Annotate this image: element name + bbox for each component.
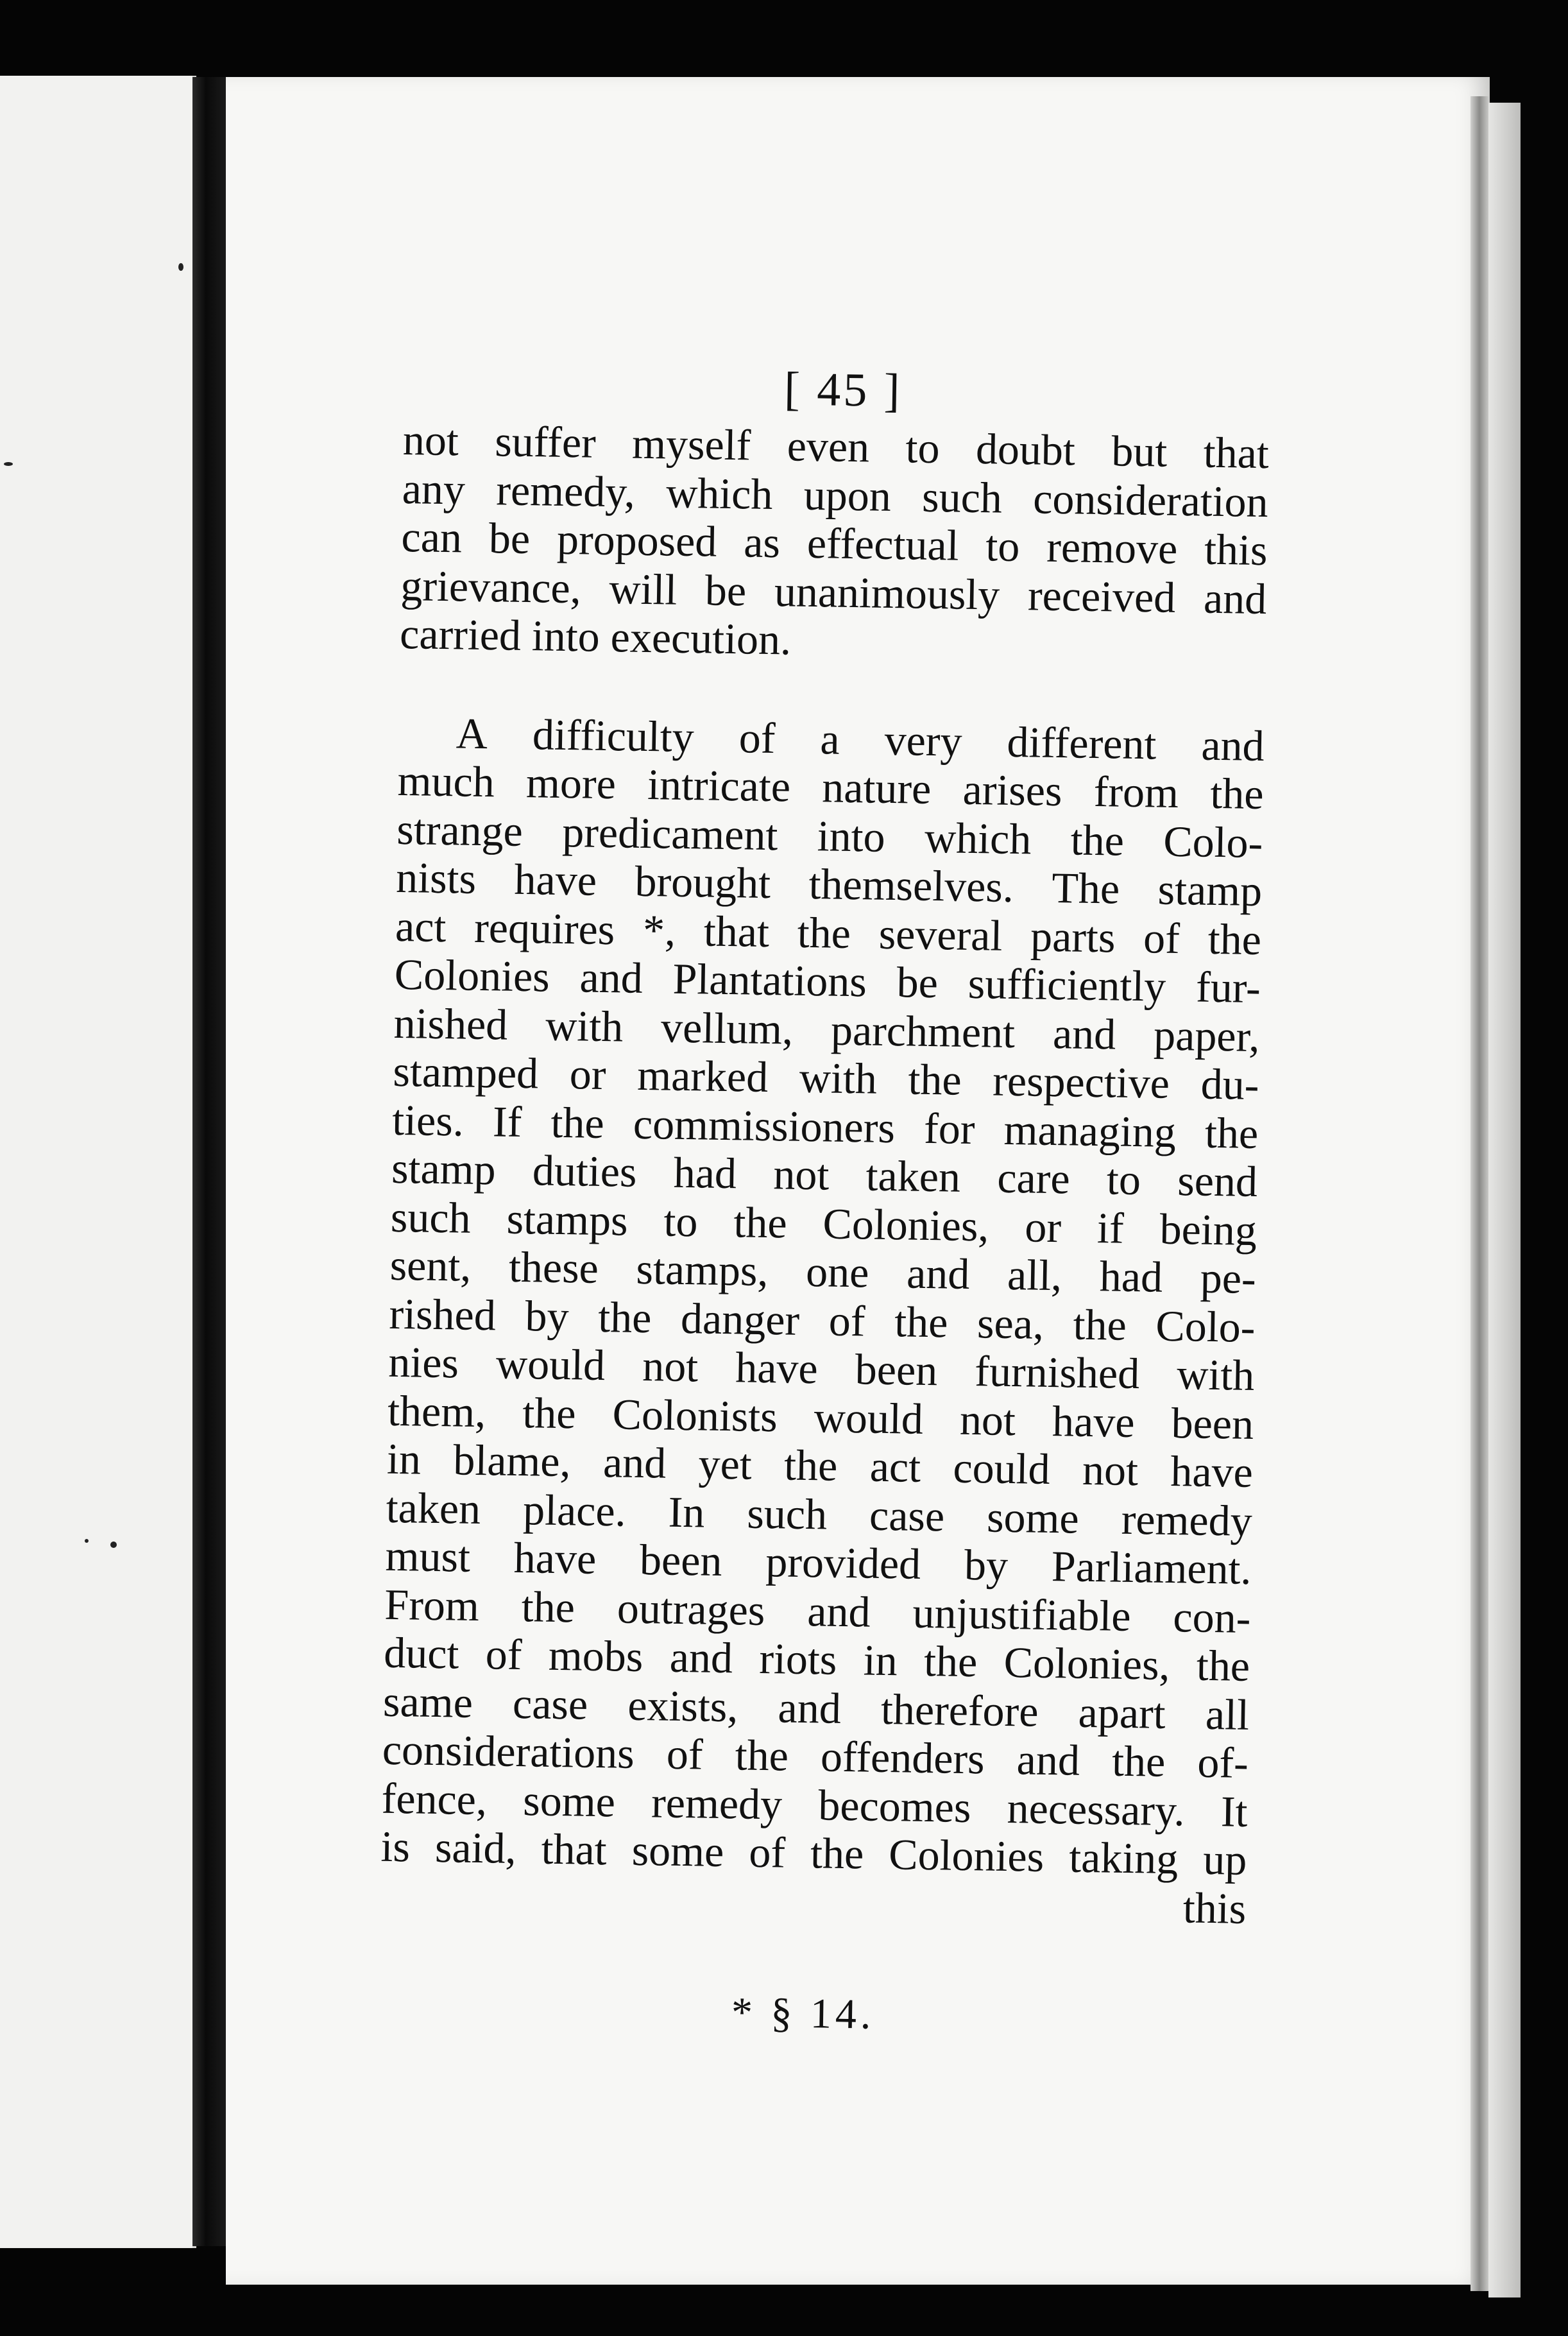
word: the xyxy=(521,1581,575,1631)
word: by xyxy=(964,1540,1009,1590)
word: could xyxy=(952,1443,1051,1494)
word: the xyxy=(597,1292,652,1342)
word: that xyxy=(541,1824,608,1875)
word: and xyxy=(602,1438,667,1488)
word: duct xyxy=(383,1627,460,1678)
word: be xyxy=(488,513,531,563)
word: predicament xyxy=(561,807,778,859)
word: been xyxy=(639,1535,723,1586)
word: blame, xyxy=(452,1435,572,1486)
word: Colonies xyxy=(888,1830,1044,1881)
ink-speck xyxy=(110,1542,117,1548)
word: the xyxy=(1196,1640,1250,1690)
word: which xyxy=(924,812,1032,863)
word: unjustifiable xyxy=(912,1588,1132,1640)
word: remove xyxy=(1046,522,1178,573)
word: and xyxy=(906,1248,970,1299)
word: therefore xyxy=(880,1684,1039,1736)
word: any xyxy=(402,463,466,514)
word: stamps, xyxy=(636,1244,769,1296)
word: would xyxy=(814,1392,924,1443)
word: if xyxy=(1096,1203,1125,1253)
word: even xyxy=(787,421,870,472)
word: this xyxy=(1204,524,1268,575)
word: It xyxy=(1220,1786,1248,1836)
word: stamps xyxy=(506,1194,629,1245)
word: and xyxy=(579,952,643,1002)
word: of xyxy=(828,1296,866,1345)
word: several xyxy=(878,909,1003,960)
gutter-shadow xyxy=(192,77,226,2246)
word: some xyxy=(986,1491,1080,1543)
word: all, xyxy=(1007,1250,1062,1300)
word: remedy, xyxy=(495,465,636,517)
word: would xyxy=(495,1339,606,1390)
word: to xyxy=(905,423,941,473)
word: and xyxy=(1200,720,1265,770)
word: of xyxy=(748,1827,786,1877)
word: not xyxy=(402,415,459,465)
word: these xyxy=(508,1242,599,1293)
word: and xyxy=(669,1632,733,1683)
word: one xyxy=(805,1247,870,1297)
paragraph-1 xyxy=(400,416,1270,672)
word: much xyxy=(397,755,495,807)
word: all xyxy=(1205,1689,1250,1739)
word: said, xyxy=(434,1823,517,1873)
word: stamp xyxy=(391,1143,497,1194)
word: provided xyxy=(765,1537,921,1588)
word: different xyxy=(1006,717,1157,768)
word: the xyxy=(550,1097,605,1147)
word: grievance, xyxy=(400,560,582,612)
word: Colonies, xyxy=(1003,1637,1171,1689)
word: of xyxy=(666,1729,704,1779)
word: suffer xyxy=(494,417,597,467)
word: remedy xyxy=(1121,1494,1253,1545)
word: rished xyxy=(389,1289,497,1339)
word: be xyxy=(896,958,939,1008)
word: fur- xyxy=(1195,962,1261,1013)
facing-page-left xyxy=(0,76,196,2248)
word: for xyxy=(923,1103,976,1153)
word: A xyxy=(456,708,488,758)
word: must xyxy=(385,1531,471,1581)
page-edge xyxy=(1470,96,1488,2291)
word: have xyxy=(1170,1446,1254,1497)
word: is xyxy=(380,1821,411,1871)
word: some xyxy=(631,1825,724,1877)
word: to xyxy=(663,1196,699,1246)
word: remedy xyxy=(651,1777,783,1829)
word: stamp xyxy=(1157,864,1263,916)
word: from xyxy=(1093,766,1179,818)
word: nature xyxy=(821,762,932,813)
word: them, xyxy=(387,1386,486,1436)
word: strange xyxy=(396,804,524,855)
word: taken xyxy=(865,1151,961,1201)
word: intricate xyxy=(647,760,791,811)
word: sent, xyxy=(389,1240,472,1291)
word: pe- xyxy=(1200,1253,1257,1303)
word: apart xyxy=(1078,1687,1166,1738)
paragraph-2 xyxy=(380,708,1265,1932)
word: and xyxy=(806,1586,871,1636)
word: such xyxy=(746,1488,828,1539)
page-number: [ 45 ] xyxy=(783,363,903,418)
word: the xyxy=(894,1296,948,1346)
word: proposed xyxy=(556,514,717,566)
word: necessary. xyxy=(1007,1783,1186,1835)
text-line: carried into execution. xyxy=(399,608,792,664)
word: the xyxy=(1204,1108,1259,1158)
word: that xyxy=(1203,427,1270,478)
word: received xyxy=(1027,570,1176,622)
footnote: * § 14. xyxy=(731,1989,876,2038)
word: not xyxy=(772,1149,830,1199)
word: the xyxy=(1070,814,1125,865)
word: same xyxy=(382,1676,473,1727)
word: but xyxy=(1111,426,1168,476)
word: furnished xyxy=(974,1346,1140,1398)
word: parchment xyxy=(830,1005,1016,1057)
word: nies xyxy=(388,1337,459,1387)
word: the xyxy=(923,1636,978,1687)
word: Colonies xyxy=(394,949,550,1001)
word: respective xyxy=(992,1056,1170,1108)
word: with xyxy=(799,1052,878,1103)
word: If xyxy=(492,1096,522,1146)
word: danger xyxy=(680,1293,800,1344)
word: of xyxy=(738,712,776,762)
word: outrages xyxy=(617,1583,765,1635)
word: the xyxy=(733,1197,788,1248)
word: or xyxy=(569,1049,607,1099)
word: mobs xyxy=(548,1630,643,1681)
word: duties xyxy=(532,1146,638,1196)
word: paper, xyxy=(1153,1009,1261,1061)
word: the xyxy=(735,1730,789,1780)
word: up xyxy=(1202,1834,1247,1884)
word: send xyxy=(1177,1156,1258,1207)
word: will xyxy=(608,563,677,614)
word: managing xyxy=(1003,1104,1177,1156)
word: have xyxy=(735,1343,819,1393)
word: requires xyxy=(473,902,615,954)
word: act xyxy=(395,901,447,951)
word: by xyxy=(524,1291,570,1341)
word: that xyxy=(703,906,770,956)
word: fence, xyxy=(381,1773,488,1824)
word: case xyxy=(869,1490,945,1540)
word: myself xyxy=(631,418,751,470)
word: been xyxy=(1171,1398,1254,1448)
word: yet xyxy=(698,1439,753,1489)
word: sea, xyxy=(976,1298,1044,1348)
word: upon xyxy=(803,470,892,520)
word: can xyxy=(401,511,463,562)
word: commissioners xyxy=(633,1099,896,1152)
word: taken xyxy=(386,1482,481,1533)
word: of xyxy=(1143,913,1180,963)
word: more xyxy=(525,758,617,809)
word: doubt xyxy=(975,424,1076,475)
word: vellum, xyxy=(660,1002,794,1054)
word: Colonies, xyxy=(822,1198,990,1250)
word: taking xyxy=(1068,1832,1179,1884)
word: exists, xyxy=(627,1680,738,1731)
word: nished xyxy=(393,998,508,1049)
word: marked xyxy=(636,1050,769,1102)
word: the xyxy=(1209,768,1265,819)
word: and xyxy=(1203,573,1267,623)
word: *, xyxy=(642,905,676,955)
word: arises xyxy=(962,764,1063,816)
word: with xyxy=(1176,1350,1255,1400)
word: which xyxy=(665,467,774,519)
ink-speck xyxy=(178,263,183,271)
word: themselves. xyxy=(808,859,1014,912)
word: into xyxy=(817,811,886,861)
word: of- xyxy=(1197,1737,1249,1787)
word: have xyxy=(1052,1396,1136,1447)
word: the xyxy=(797,907,851,958)
word: effectual xyxy=(806,518,960,570)
word: the xyxy=(522,1387,577,1438)
word: have xyxy=(513,1533,597,1583)
word: or xyxy=(1024,1201,1062,1251)
word: such xyxy=(390,1192,472,1242)
word: to xyxy=(1106,1155,1141,1205)
word: and xyxy=(778,1682,842,1733)
word: Colo- xyxy=(1155,1301,1256,1352)
word: in xyxy=(386,1434,422,1484)
word: Plantations xyxy=(672,954,867,1006)
word: In xyxy=(668,1487,705,1537)
word: place. xyxy=(522,1484,627,1536)
page-edge-outer xyxy=(1488,103,1521,2297)
word: Colo- xyxy=(1163,816,1263,867)
word: the xyxy=(1073,1300,1127,1350)
word: con- xyxy=(1172,1592,1251,1642)
word: Colonists xyxy=(612,1389,778,1441)
word: had xyxy=(673,1147,737,1198)
word: difficulty xyxy=(532,709,695,761)
word: with xyxy=(545,1001,624,1051)
word: be xyxy=(704,565,747,615)
word: case xyxy=(512,1678,588,1729)
word: been xyxy=(855,1344,938,1395)
word: stamped xyxy=(392,1046,539,1098)
word: in xyxy=(863,1635,898,1685)
word: care xyxy=(996,1153,1071,1203)
word: some xyxy=(522,1775,616,1826)
word: the xyxy=(1111,1736,1166,1786)
word: of xyxy=(485,1629,523,1679)
word: The xyxy=(1051,863,1120,913)
page-text xyxy=(380,359,1270,1933)
word: to xyxy=(985,521,1020,571)
word: sufficiently xyxy=(967,958,1166,1011)
word: very xyxy=(884,715,963,766)
ink-speck xyxy=(85,1539,89,1543)
word: act xyxy=(869,1441,921,1491)
word: unanimously xyxy=(774,566,1000,619)
word: Parliament. xyxy=(1051,1542,1252,1593)
word: brought xyxy=(634,856,771,908)
word: not xyxy=(642,1341,699,1391)
word: not xyxy=(959,1395,1016,1445)
word: not xyxy=(1082,1445,1139,1495)
catchword: this xyxy=(1182,1882,1247,1933)
word: offenders xyxy=(820,1731,985,1783)
word: had xyxy=(1099,1251,1163,1301)
word: and xyxy=(1052,1008,1116,1059)
word: the xyxy=(907,1054,962,1104)
word: and xyxy=(1016,1735,1080,1785)
word: a xyxy=(819,714,840,764)
word: the xyxy=(1207,914,1262,964)
word: the xyxy=(783,1440,838,1490)
word: From xyxy=(384,1579,480,1630)
word: as xyxy=(743,517,781,567)
word: parts xyxy=(1030,911,1116,962)
word: considerations xyxy=(382,1724,635,1778)
word: ties. xyxy=(391,1095,464,1146)
word: riots xyxy=(758,1633,837,1684)
word: nists xyxy=(395,852,477,903)
word: the xyxy=(810,1828,864,1878)
word: consideration xyxy=(1032,473,1269,526)
word: becomes xyxy=(817,1780,972,1832)
word: have xyxy=(514,854,597,905)
word: du- xyxy=(1200,1059,1259,1110)
word: being xyxy=(1159,1204,1257,1255)
ink-speck xyxy=(4,462,13,466)
word: such xyxy=(921,472,1003,522)
